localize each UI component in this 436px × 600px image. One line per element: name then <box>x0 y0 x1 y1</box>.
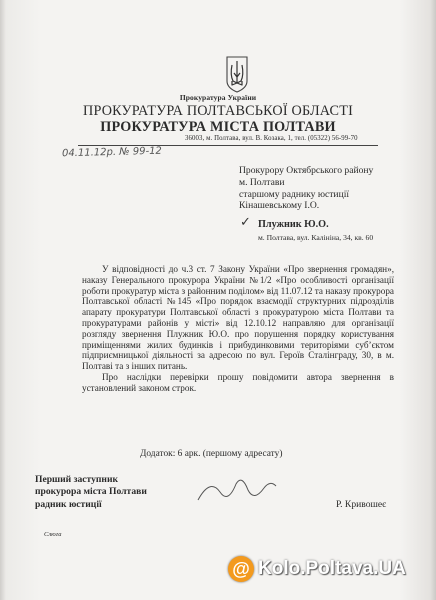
attachment-note: Додаток: 6 арк. (першому адресату) <box>140 449 283 459</box>
header-oblast-office: ПРОКУРАТУРА ПОЛТАВСЬКОЇ ОБЛАСТІ <box>83 103 353 119</box>
executor-name: Слюга <box>44 531 62 538</box>
signatory-name: Р. Кривошеє <box>336 499 387 510</box>
addressee-block <box>239 165 373 212</box>
site-watermark <box>228 552 406 586</box>
signatory-title-line: Перший заступник <box>35 474 119 485</box>
complainant-address: м. Полтава, вул. Калініна, 34, кв. 60 <box>258 233 374 242</box>
handwritten-signature <box>190 470 280 510</box>
watermark-text: Kolo.Poltava.UA <box>258 558 406 579</box>
addressee-line: м. Полтави <box>239 176 285 188</box>
header-ministry: Прокуратура України <box>179 93 257 102</box>
handwritten-reference: 04.11.12р. № 99-12 <box>61 145 163 160</box>
body-paragraph: Про наслідки перевірки прошу повідомити автора звернення в установлений законом строк. <box>82 371 394 393</box>
addressee-line: Кінашевському І.О. <box>239 200 320 212</box>
signatory-title-line: радник юстиції <box>35 498 102 510</box>
signatory-title <box>35 474 147 511</box>
signatory-title-line: прокурора міста Полтави <box>35 486 147 498</box>
header-city-office: ПРОКУРАТУРА МІСТА ПОЛТАВИ <box>100 119 336 135</box>
header-address: 36003, м. Полтава, вул. В. Козака, 1, тел. (05322) 56-99-70 <box>185 135 358 142</box>
complainant-name: Плужник Ю.О. <box>258 219 329 230</box>
body-paragraph: У відповідності до ч.3 ст. 7 Закону України «Про звернення громадян», наказу Генерального прокурора України №1/2 «Про особливості організації роботи прокуратур міста з районним поділом» від 11.07.12 та наказу прокурора Полтавської області №145 «Про порядок взаємодії структурних підрозділів апарату прокуратури Полтавської області з прокуратурою міста Полтави та прокуратурами районів у місті» від 12.10.12 направляю для організації розгляду звернення Плужник Ю.О. про порушення порядку користування приміщеннями жилих будинків і прибудинковими територіями суб’єктом підприємницької діяльності за адресою по вул. Героїв Сталінграду, 30, в м. Полтаві та з інших питань. <box>82 264 394 372</box>
at-sign-icon: @ <box>228 556 254 582</box>
letter-body <box>82 264 394 394</box>
handwritten-check-mark: ✓ <box>240 214 251 229</box>
addressee-line: Прокурору Октябрського району <box>239 165 374 176</box>
addressee-line: старшому раднику юстиції <box>239 188 350 200</box>
ukraine-trident-icon <box>224 55 250 93</box>
